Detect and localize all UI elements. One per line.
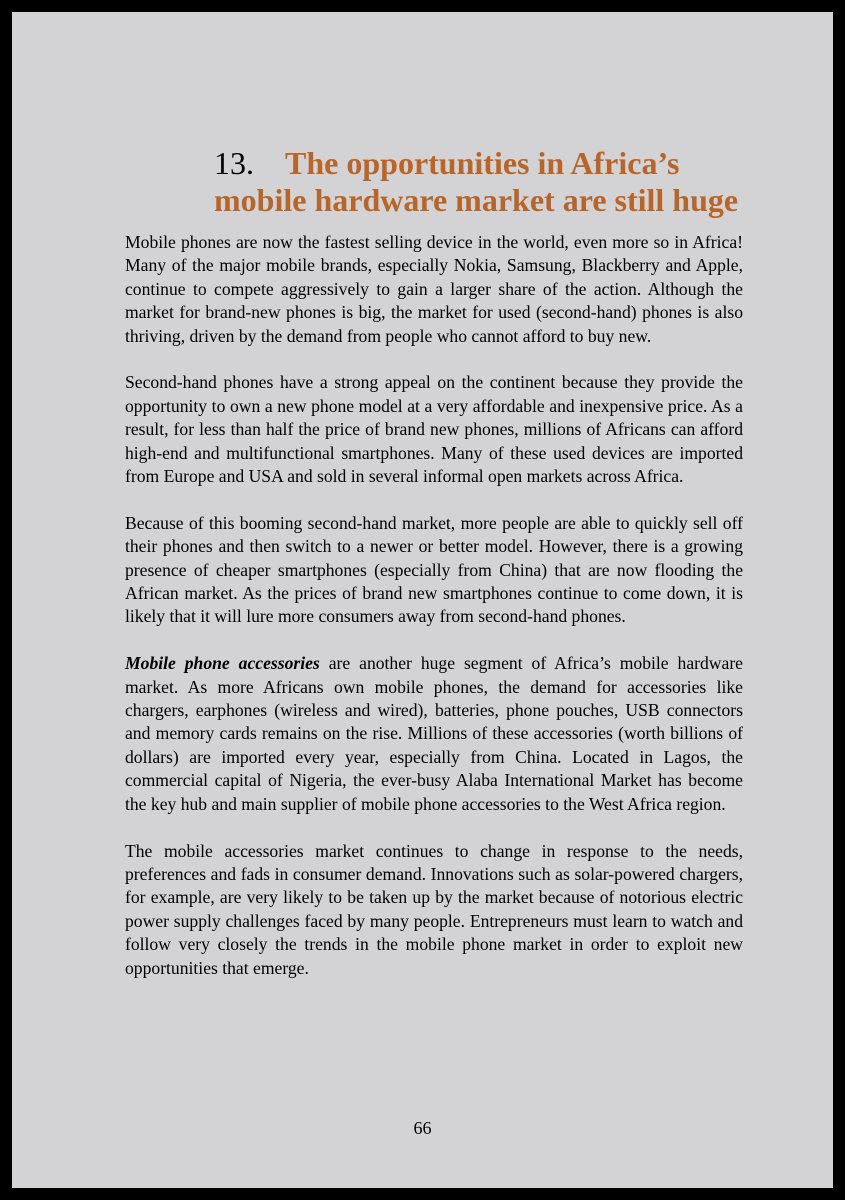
accessories-text: are another huge segment of Africa’s mobile hardware market. As more Africans own mobile phones, the demand for accessories like chargers, earphones (wireless and wired), batteries, phone pouches, USB connectors and memory cards remains on the rise. Millions of these accessories (worth billions of dollars) are imported every year, especially from China. Located in Lagos, the commercial capital of Nigeria, the ever-busy Alaba International Market has become the key hub and main supplier of mobile phone accessories to the West Africa region. bbox=[125, 653, 743, 814]
chapter-heading bbox=[214, 145, 794, 219]
chapter-title-line-2: mobile hardware market are still huge bbox=[214, 182, 739, 218]
paragraph-accessories bbox=[125, 652, 743, 816]
paragraph-1: Mobile phones are now the fastest selling device in the world, even more so in Africa! Many of the major mobile brands, especially Nokia, Samsung, Blackberry and Apple, continue to compete aggressively to gain a larger share of the action. Although the market for brand-new phones is big, the market for used (second-hand) phones is also thriving, driven by the demand from people who cannot afford to buy new. bbox=[125, 232, 743, 346]
document-page bbox=[12, 12, 833, 1188]
paragraph-final: The mobile accessories market continues to change in response to the needs, preferences and fads in consumer demand. Innovations such as solar-powered chargers, for example, are very likely to be taken up by the market because of notorious electric power supply challenges faced by many people. Entrepreneurs must learn to watch and follow very closely the trends in the mobile phone market in order to exploit new opportunities that emerge. bbox=[125, 840, 743, 978]
chapter-number: 13. bbox=[214, 145, 254, 181]
chapter-title-line-1: The opportunities in Africa’s bbox=[285, 145, 680, 181]
page-number: 66 bbox=[413, 1118, 432, 1138]
paragraph-2: Second-hand phones have a strong appeal on the continent because they provide the opportunity to own a new phone model at a very affordable and inexpensive price. As a result, for less than half the price of brand new phones, millions of Africans can afford high-end and multifunctional smartphones. Many of these used devices are imported from Europe and USA and sold in several informal open markets across Africa. bbox=[125, 372, 743, 487]
body-text bbox=[125, 231, 743, 1003]
paragraph-3: Because of this booming second-hand market, more people are able to quickly sell off their phones and then switch to a newer or better model. However, there is a growing presence of cheaper smartphones (especially from China) that are now flooding the African market. As the prices of brand new smartphones continue to come down, it is likely that it will lure more consumers away from second-hand phones. bbox=[125, 512, 743, 627]
accessories-lead: Mobile phone accessories bbox=[125, 653, 320, 674]
